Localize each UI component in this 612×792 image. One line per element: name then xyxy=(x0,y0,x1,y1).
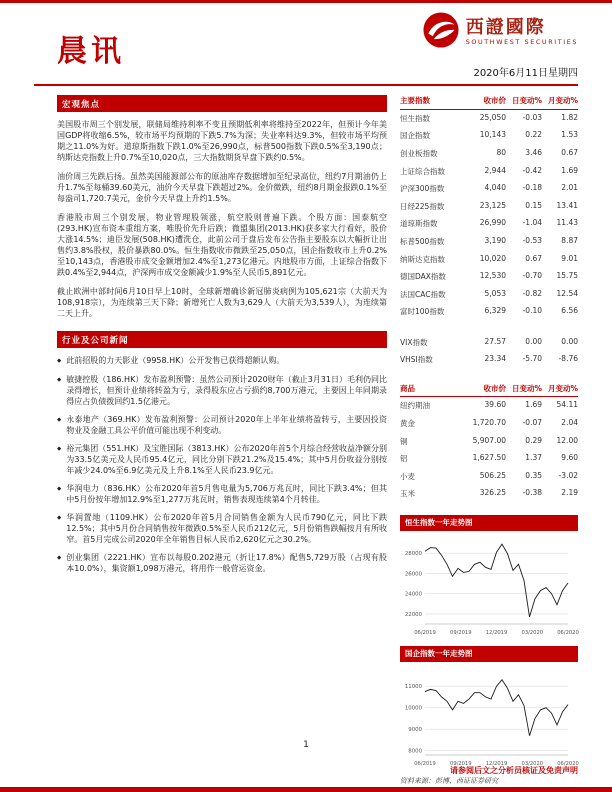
news-item-text: 裕元集团（551.HK）及宝胜国际（3813.HK）公布2020年首5个月综合经营收益净额分别为33.5亿美元及人民币95.4亿元，同比分别下跌21.2%及15.4%；其中5月份收益分别按年减少24.0%至6.9亿美元及上升8.1%至人民币23.9亿元。 xyxy=(66,444,387,475)
disclaimer-note: 请参阅后文之分析员核证及免责声明 xyxy=(450,766,578,775)
row-label: 沪深300指数 xyxy=(400,184,445,194)
day-change-value: -0.82 xyxy=(522,288,542,298)
month-change-value: 1.69 xyxy=(561,165,578,175)
close-value: 6,329 xyxy=(484,306,506,316)
day-change-value: -0.03 xyxy=(522,112,542,122)
row-label: 上证综合指数 xyxy=(400,166,445,176)
news-item-text: 敏捷控股（186.HK）发布盈利预警：虽然公司预计2020财年（截止3月31日）毛利仍同比录得增长，但预计业绩将转盈为亏，录得股东应占亏损约8,700万港元，主要因上年同期录得应占负债拨回约1.5亿港元。 xyxy=(66,375,387,406)
close-value: 23,125 xyxy=(479,200,506,210)
table-row xyxy=(400,268,578,286)
month-change-value: 12.54 xyxy=(556,288,578,298)
month-change-value: 1.82 xyxy=(561,112,578,122)
table-row xyxy=(400,197,578,215)
month-change-value: -3.02 xyxy=(558,470,578,480)
macro-paragraph: 香港股市周三个别发展，物业管理股领涨，航空股则普遍下跌。个股方面：国泰航空(293.HK)宣布资本重组方案，唯股价先升后跌；微盟集团(2013.HK)获多家大行看好，股价大涨14.5%；迪臣发展(508.HK)遭洗仓，此前公司于盘后发布公告指主要股东以大幅折让出售约3.8%股权，股价暴跌80.0%。恒生指数收市微跌至25,050点，国企指数收市上升0.2%至10,143点，香港股市成交金额增加2.4%至1,273亿港元。内地股市方面，上证综合指数下跌0.4%至2,944点，沪深两市成交金额减少1.9%至人民币5,891亿元。 xyxy=(57,213,387,277)
table-row xyxy=(400,333,578,351)
table-row xyxy=(400,215,578,233)
news-item-text: 创业集团（2221.HK）宣布以每股0.202港元（折让17.8%）配售5,729万股（占现有股本10.0%），集资额1,098万港元，将用作一般营运资金。 xyxy=(66,553,387,573)
close-value: 10,020 xyxy=(479,253,506,263)
month-change-value: 12.00 xyxy=(556,435,578,445)
row-label: 黄金 xyxy=(400,419,415,429)
row-label: VIX指数 xyxy=(400,337,428,347)
svg-text:26000: 26000 xyxy=(404,570,422,577)
bullet-icon: ◆ xyxy=(57,555,62,561)
hsi-chart-title: 恒生指数一年走势图 xyxy=(400,515,578,531)
day-change-value: 0.22 xyxy=(525,130,542,140)
data-column xyxy=(400,95,578,786)
svg-text:06/2019: 06/2019 xyxy=(414,760,436,767)
row-label: 国企指数 xyxy=(400,131,430,141)
svg-text:03/2020: 03/2020 xyxy=(521,629,544,636)
table-row xyxy=(400,432,578,450)
day-change-value: -0.70 xyxy=(522,271,542,281)
row-label: 道琼斯指数 xyxy=(400,219,438,229)
close-value: 1,627.50 xyxy=(472,453,506,463)
close-value: 80 xyxy=(496,148,506,158)
svg-text:06/2019: 06/2019 xyxy=(414,629,436,636)
source-note: 资料来源：彭博、西证证券研究 xyxy=(400,776,498,785)
commodities-table-title: 商品 xyxy=(400,383,415,393)
bullet-icon: ◆ xyxy=(57,446,62,452)
svg-text:11000: 11000 xyxy=(404,683,422,690)
close-value: 39.60 xyxy=(484,400,506,410)
news-item xyxy=(57,414,387,436)
brand-logo-icon xyxy=(423,12,459,52)
close-value: 1,720.70 xyxy=(472,418,506,428)
close-value: 5,053 xyxy=(484,288,506,298)
news-item-text: 永泰地产（369.HK）发布盈利预警：公司预计2020年上半年业绩将盈转亏，主要因投资物业及金融工具公平价值可能出现不利变动。 xyxy=(66,415,387,435)
row-label: 恒生指数 xyxy=(400,113,430,123)
row-label: 标普500指数 xyxy=(400,236,445,246)
day-change-value: -0.53 xyxy=(522,235,542,245)
report-title: 晨讯 xyxy=(57,34,125,69)
brand-logo xyxy=(423,12,578,52)
row-label: 铝 xyxy=(400,454,408,464)
column-close: 收市价 xyxy=(483,96,506,105)
close-value: 5,907.00 xyxy=(472,435,506,445)
column-day-change: 日变动% xyxy=(511,383,542,393)
day-change-value: 0.00 xyxy=(525,336,542,346)
row-label: 纳斯达克指数 xyxy=(400,254,445,264)
news-item-text: 此前招股的力天影业（9958.HK）公开发售已获得超额认购。 xyxy=(66,356,285,365)
close-value: 25,050 xyxy=(479,112,506,122)
svg-text:8000: 8000 xyxy=(408,748,422,755)
svg-text:10000: 10000 xyxy=(404,705,422,712)
month-change-value: 0.67 xyxy=(561,148,578,158)
news-item xyxy=(57,483,387,505)
day-change-value: 0.35 xyxy=(525,470,542,480)
volatility-rows xyxy=(400,333,578,368)
column-month-change: 月变动% xyxy=(547,383,578,393)
news-item xyxy=(57,355,387,367)
table-row xyxy=(400,397,578,415)
day-change-value: -5.70 xyxy=(522,354,542,364)
table-row xyxy=(400,450,578,468)
column-day-change: 日变动% xyxy=(511,96,542,105)
svg-text:12/2019: 12/2019 xyxy=(485,760,508,767)
close-value: 10,143 xyxy=(479,130,506,140)
main-column xyxy=(57,95,387,786)
month-change-value: 2.19 xyxy=(561,488,578,498)
svg-text:28000: 28000 xyxy=(404,550,422,557)
svg-text:06/2020: 06/2020 xyxy=(557,760,579,767)
header-rule xyxy=(34,84,578,86)
news-list xyxy=(57,355,387,574)
brand-name-en: SOUTHWEST SECURITIES xyxy=(465,38,578,47)
close-value: 23.34 xyxy=(484,354,506,364)
section-macro-header: 宏观焦点 xyxy=(57,95,387,112)
macro-paragraphs xyxy=(57,119,387,319)
content-area xyxy=(57,95,578,786)
brand-name-block xyxy=(466,18,578,47)
commodity-rows xyxy=(400,397,578,502)
svg-text:12/2019: 12/2019 xyxy=(485,629,508,636)
month-change-value: 8.87 xyxy=(561,235,578,245)
day-change-value: -0.38 xyxy=(522,488,542,498)
table-row xyxy=(400,415,578,433)
news-item xyxy=(57,512,387,545)
row-label: 富时100指数 xyxy=(400,307,445,317)
svg-text:09/2019: 09/2019 xyxy=(450,760,472,767)
table-row xyxy=(400,180,578,198)
page-number: 1 xyxy=(303,740,309,750)
row-label: 玉米 xyxy=(400,489,415,499)
row-label: 铜 xyxy=(400,436,408,446)
hscei-chart-title: 国企指数一年走势图 xyxy=(400,646,578,662)
section-news-header: 行业及公司新闻 xyxy=(57,331,387,348)
indices-table xyxy=(400,95,578,369)
svg-text:22000: 22000 xyxy=(404,611,422,618)
row-label: 德国DAX指数 xyxy=(400,272,446,282)
table-row xyxy=(400,145,578,163)
day-change-value: -0.42 xyxy=(522,165,542,175)
news-item-text: 华润电力（836.HK）公布2020年首5月售电量为5,706万兆瓦时，同比下跌3.4%；但其中5月份按年增加12.9%至1,277万兆瓦时，销售表现连续第4个月转佳。 xyxy=(66,484,387,504)
day-change-value: 0.15 xyxy=(525,200,542,210)
news-item xyxy=(57,374,387,407)
news-item xyxy=(57,443,387,476)
indices-table-header xyxy=(400,95,578,110)
commodities-table xyxy=(400,383,578,503)
day-change-value: 0.67 xyxy=(525,253,542,263)
table-row xyxy=(400,351,578,369)
month-change-value: 2.04 xyxy=(561,418,578,428)
month-change-value: 54.11 xyxy=(556,400,578,410)
macro-paragraph: 油价周三先跌后扬。虽然美国能源部公布的原油库存数据增加至纪录高位，纽约7月期油仍上升1.7%至每桶39.60美元，油价今天早盘下跌超过2%。金价微跌，纽约8月期金报跌0.1%至每盎司1,720.7美元，金价今天早盘上升约1.5%。 xyxy=(57,172,387,203)
column-month-change: 月变动% xyxy=(547,96,578,105)
report-date: 2020年6月11日星期四 xyxy=(473,68,578,79)
bullet-icon: ◆ xyxy=(57,515,62,521)
day-change-value: 0.29 xyxy=(525,435,542,445)
bullet-icon: ◆ xyxy=(57,377,62,383)
news-item xyxy=(57,552,387,574)
table-row xyxy=(400,285,578,303)
table-row xyxy=(400,110,578,128)
commodities-table-header xyxy=(400,383,578,398)
day-change-value: -0.10 xyxy=(522,306,542,316)
column-close: 收市价 xyxy=(483,383,506,393)
month-change-value: 6.56 xyxy=(561,306,578,316)
day-change-value: 1.69 xyxy=(525,400,542,410)
top-rule xyxy=(0,0,612,3)
month-change-value: 0.00 xyxy=(561,336,578,346)
month-change-value: 15.75 xyxy=(556,271,578,281)
table-row xyxy=(400,127,578,145)
bullet-icon: ◆ xyxy=(57,417,62,423)
table-row xyxy=(400,303,578,321)
row-label: VHSI指数 xyxy=(400,355,433,365)
row-label: 创业板指数 xyxy=(400,149,438,159)
hsi-chart-block xyxy=(400,515,578,637)
month-change-value: 9.01 xyxy=(561,253,578,263)
indices-rows xyxy=(400,110,578,321)
bottom-rule xyxy=(0,787,612,792)
month-change-value: 11.43 xyxy=(556,218,578,228)
row-label: 日经225指数 xyxy=(400,201,445,211)
table-row xyxy=(400,162,578,180)
brand-name-cn: 西證國際 xyxy=(465,16,546,38)
close-value: 506.25 xyxy=(479,470,506,480)
close-value: 26,990 xyxy=(479,218,506,228)
bullet-icon: ◆ xyxy=(57,358,62,364)
hsi-line-chart xyxy=(400,533,578,637)
day-change-value: -0.07 xyxy=(522,418,542,428)
month-change-value: 1.53 xyxy=(561,130,578,140)
close-value: 2,944 xyxy=(484,165,506,175)
day-change-value: -1.04 xyxy=(522,218,542,228)
month-change-value: -8.76 xyxy=(558,354,578,364)
table-row xyxy=(400,233,578,251)
close-value: 27.57 xyxy=(484,336,506,346)
close-value: 12,530 xyxy=(479,271,506,281)
svg-text:9000: 9000 xyxy=(408,726,422,733)
close-value: 4,040 xyxy=(484,183,506,193)
row-label: 小麦 xyxy=(400,471,415,481)
day-change-value: 1.37 xyxy=(525,453,542,463)
bullet-icon: ◆ xyxy=(57,486,62,492)
svg-text:09/2019: 09/2019 xyxy=(450,629,472,636)
month-change-value: 9.60 xyxy=(561,453,578,463)
macro-paragraph: 截止欧洲中部时间6月10日早上10时，全球新增确诊新冠肺炎病例为105,621宗（大前天为108,918宗），为连续第三天下降；新增死亡人数为3,629人（大前天为3,539人），为连续第二天上升。 xyxy=(57,287,387,318)
month-change-value: 13.41 xyxy=(556,200,578,210)
svg-text:03/2020: 03/2020 xyxy=(521,760,544,767)
close-value: 326.25 xyxy=(479,488,506,498)
row-label: 法国CAC指数 xyxy=(400,289,446,299)
month-change-value: 2.01 xyxy=(561,183,578,193)
macro-paragraph: 美国股市周三个别发展，联储局维持利率不变且预期低利率将维持至2022年，但预计今年美国GDP将收缩6.5%，较市场平均预期的下跌5.7%为深；失业率料达9.3%，但较市场平均预期之11.0%为好。道琼斯指数下跌1.0%至26,990点，标普500指数下跌0.5%至3,190点；纳斯达克指数上升0.7%至10,020点，三大指数期货早盘下跌约0.5%。 xyxy=(57,120,387,162)
svg-text:24000: 24000 xyxy=(404,591,422,598)
news-item-text: 华润置地（1109.HK）公布2020年首5月合同销售金额为人民币790亿元，同比下跌12.5%；其中5月份合同销售按年微跌0.5%至人民币212亿元，5月份销售跌幅按月有所收窄。首5月完成公司2020年全年销售目标人民币2,620亿元之30.2%。 xyxy=(66,513,387,544)
table-row xyxy=(400,250,578,268)
hscei-line-chart xyxy=(400,664,578,768)
table-row xyxy=(400,467,578,485)
indices-table-title: 主要指数 xyxy=(400,96,430,105)
day-change-value: 3.46 xyxy=(525,148,542,158)
day-change-value: -0.18 xyxy=(522,183,542,193)
svg-text:06/2020: 06/2020 xyxy=(557,629,579,636)
table-row xyxy=(400,485,578,503)
close-value: 3,190 xyxy=(484,235,506,245)
row-label: 纽约期油 xyxy=(400,401,430,411)
